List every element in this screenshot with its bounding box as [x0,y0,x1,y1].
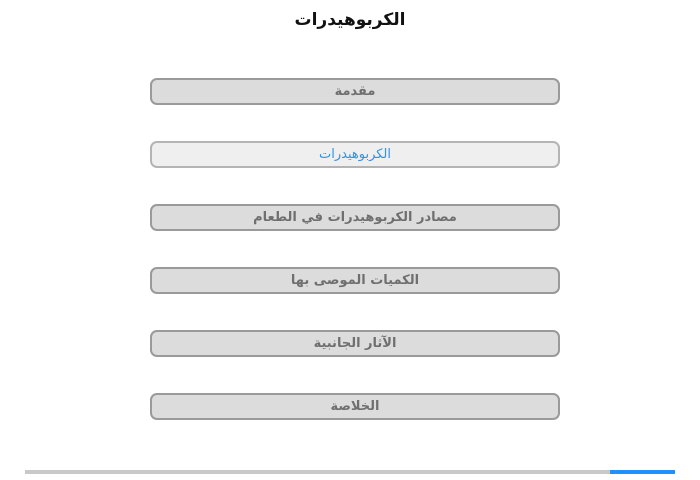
menu-item-intro[interactable]: مقدمة [150,78,560,105]
page-title: الكربوهيدرات [294,10,406,30]
menu-item-food-sources[interactable]: مصادر الكربوهيدرات في الطعام [150,204,560,231]
progress-bar-fill [610,470,675,474]
menu-item-recommended-amounts[interactable]: الكميات الموصى بها [150,267,560,294]
menu-item-conclusion[interactable]: الخلاصة [150,393,560,420]
menu-item-carbohydrates[interactable]: الكربوهيدرات [150,141,560,168]
section-menu [150,78,560,456]
menu-item-side-effects[interactable]: الآثار الجانبية [150,330,560,357]
progress-bar [25,470,675,474]
